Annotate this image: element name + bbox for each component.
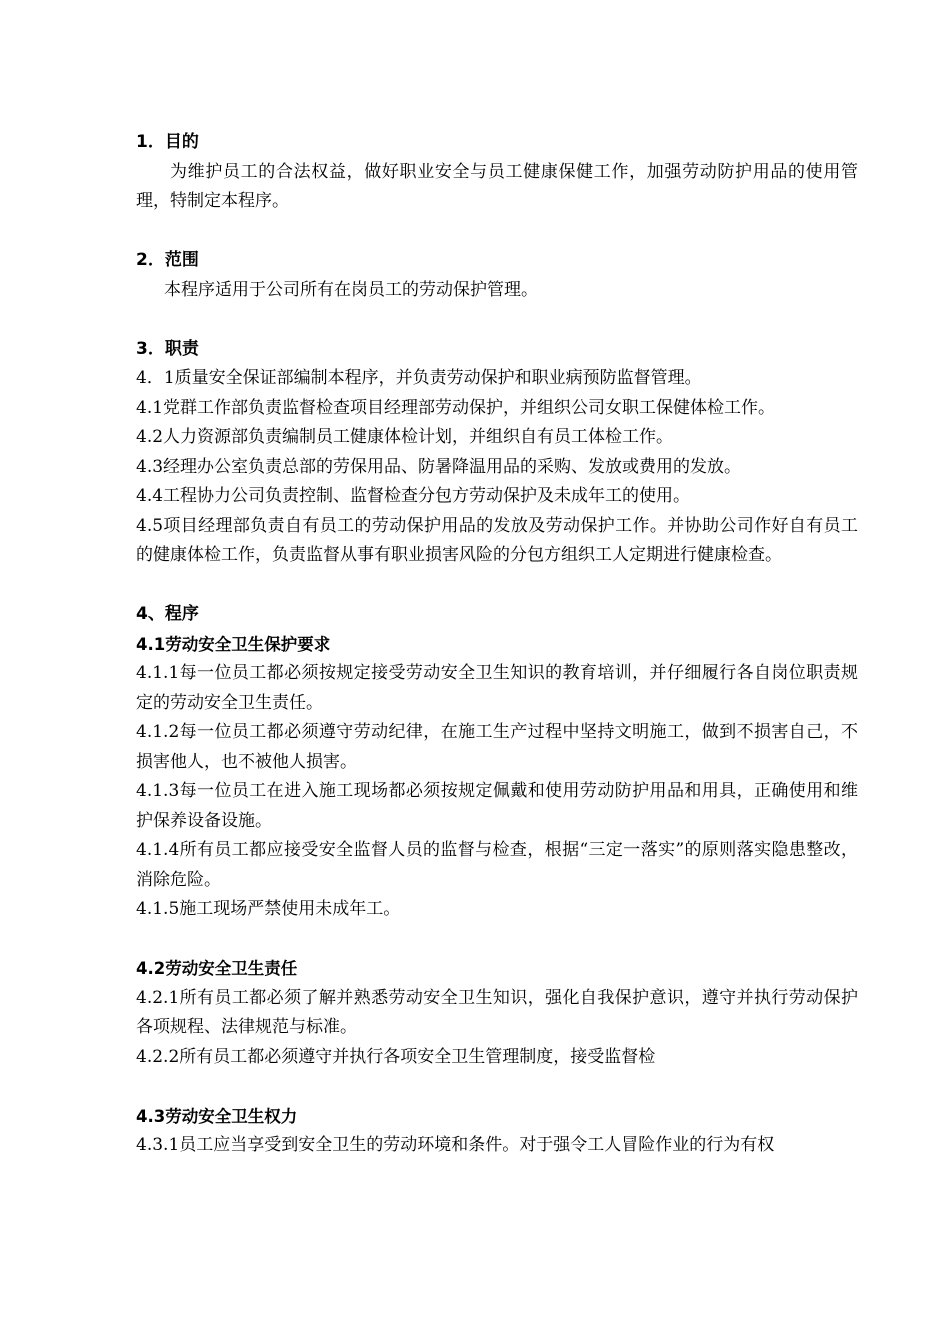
- spacer: [136, 925, 858, 955]
- spacer: [136, 571, 858, 601]
- document-body: [136, 128, 858, 1161]
- responsibility-item: 4.4工程协力公司负责控制、监督检查分包方劳动保护及未成年工的使用。: [136, 486, 691, 506]
- section-heading-purpose: 1．目的: [136, 132, 199, 152]
- section-heading-procedure: 4、程序: [136, 604, 199, 624]
- responsibility-item: 4.2人力资源部负责编制员工健康体检计划，并组织自有员工体检工作。: [136, 427, 674, 447]
- procedure-item: 4.2.1所有员工都必须了解并熟悉劳动安全卫生知识，强化自我保护意识，遵守并执行劳动保护各项规程、法律规范与标准。: [136, 987, 858, 1037]
- section-heading-scope: 2．范围: [136, 250, 199, 270]
- procedure-item: 4.1.3每一位员工在进入施工现场都必须按规定佩戴和使用劳动防护用品和用具，正确使用和维护保养设备设施。: [136, 781, 858, 831]
- responsibility-item: 4.5项目经理部负责自有员工的劳动保护用品的发放及劳动保护工作。并协助公司作好自有员工的健康体检工作，负责监督从事有职业损害风险的分包方组织工人定期进行健康检查。: [136, 515, 858, 565]
- responsibility-item: 4.1党群工作部负责监督检查项目经理部劳动保护，并组织公司女职工保健体检工作。: [136, 397, 776, 418]
- responsibility-item: 4.3经理办公室负责总部的劳保用品、防暑降温用品的采购、发放或费用的发放。: [136, 456, 742, 477]
- subsection-heading-protection-requirements: 4.1劳动安全卫生保护要求: [136, 634, 331, 654]
- spacer: [136, 217, 858, 247]
- spacer: [136, 305, 858, 335]
- purpose-paragraph: 为维护员工的合法权益，做好职业安全与员工健康保健工作，加强劳动防护用品的使用管理，特制定本程序。: [136, 161, 858, 211]
- procedure-item: 4.1.4所有员工都应接受安全监督人员的监督与检查，根据“三定一落实”的原则落实隐患整改，消除危险。: [136, 840, 858, 890]
- procedure-item: 4.1.2每一位员工都必须遵守劳动纪律，在施工生产过程中坚持文明施工，做到不损害自己，不损害他人，也不被他人损害。: [136, 722, 858, 772]
- procedure-item: 4.1.5施工现场严禁使用未成年工。: [136, 899, 401, 919]
- scope-paragraph: 本程序适用于公司所有在岗员工的劳动保护管理。: [164, 279, 538, 300]
- spacer: [136, 1072, 858, 1102]
- procedure-item: 4.1.1每一位员工都必须按规定接受劳动安全卫生知识的教育培训，并仔细履行各自岗位职责规定的劳动安全卫生责任。: [136, 663, 858, 713]
- procedure-item: 4.2.2所有员工都必须遵守并执行各项安全卫生管理制度，接受监督检: [136, 1046, 656, 1067]
- section-heading-responsibilities: 3．职责: [136, 338, 199, 359]
- subsection-heading-safety-responsibility: 4.2劳动安全卫生责任: [136, 959, 298, 978]
- responsibility-item: 4．1质量安全保证部编制本程序，并负责劳动保护和职业病预防监督管理。: [136, 368, 702, 388]
- subsection-heading-safety-rights: 4.3劳动安全卫生权力: [136, 1106, 298, 1126]
- procedure-item: 4.3.1员工应当享受到安全卫生的劳动环境和条件。对于强令工人冒险作业的行为有权: [136, 1135, 775, 1155]
